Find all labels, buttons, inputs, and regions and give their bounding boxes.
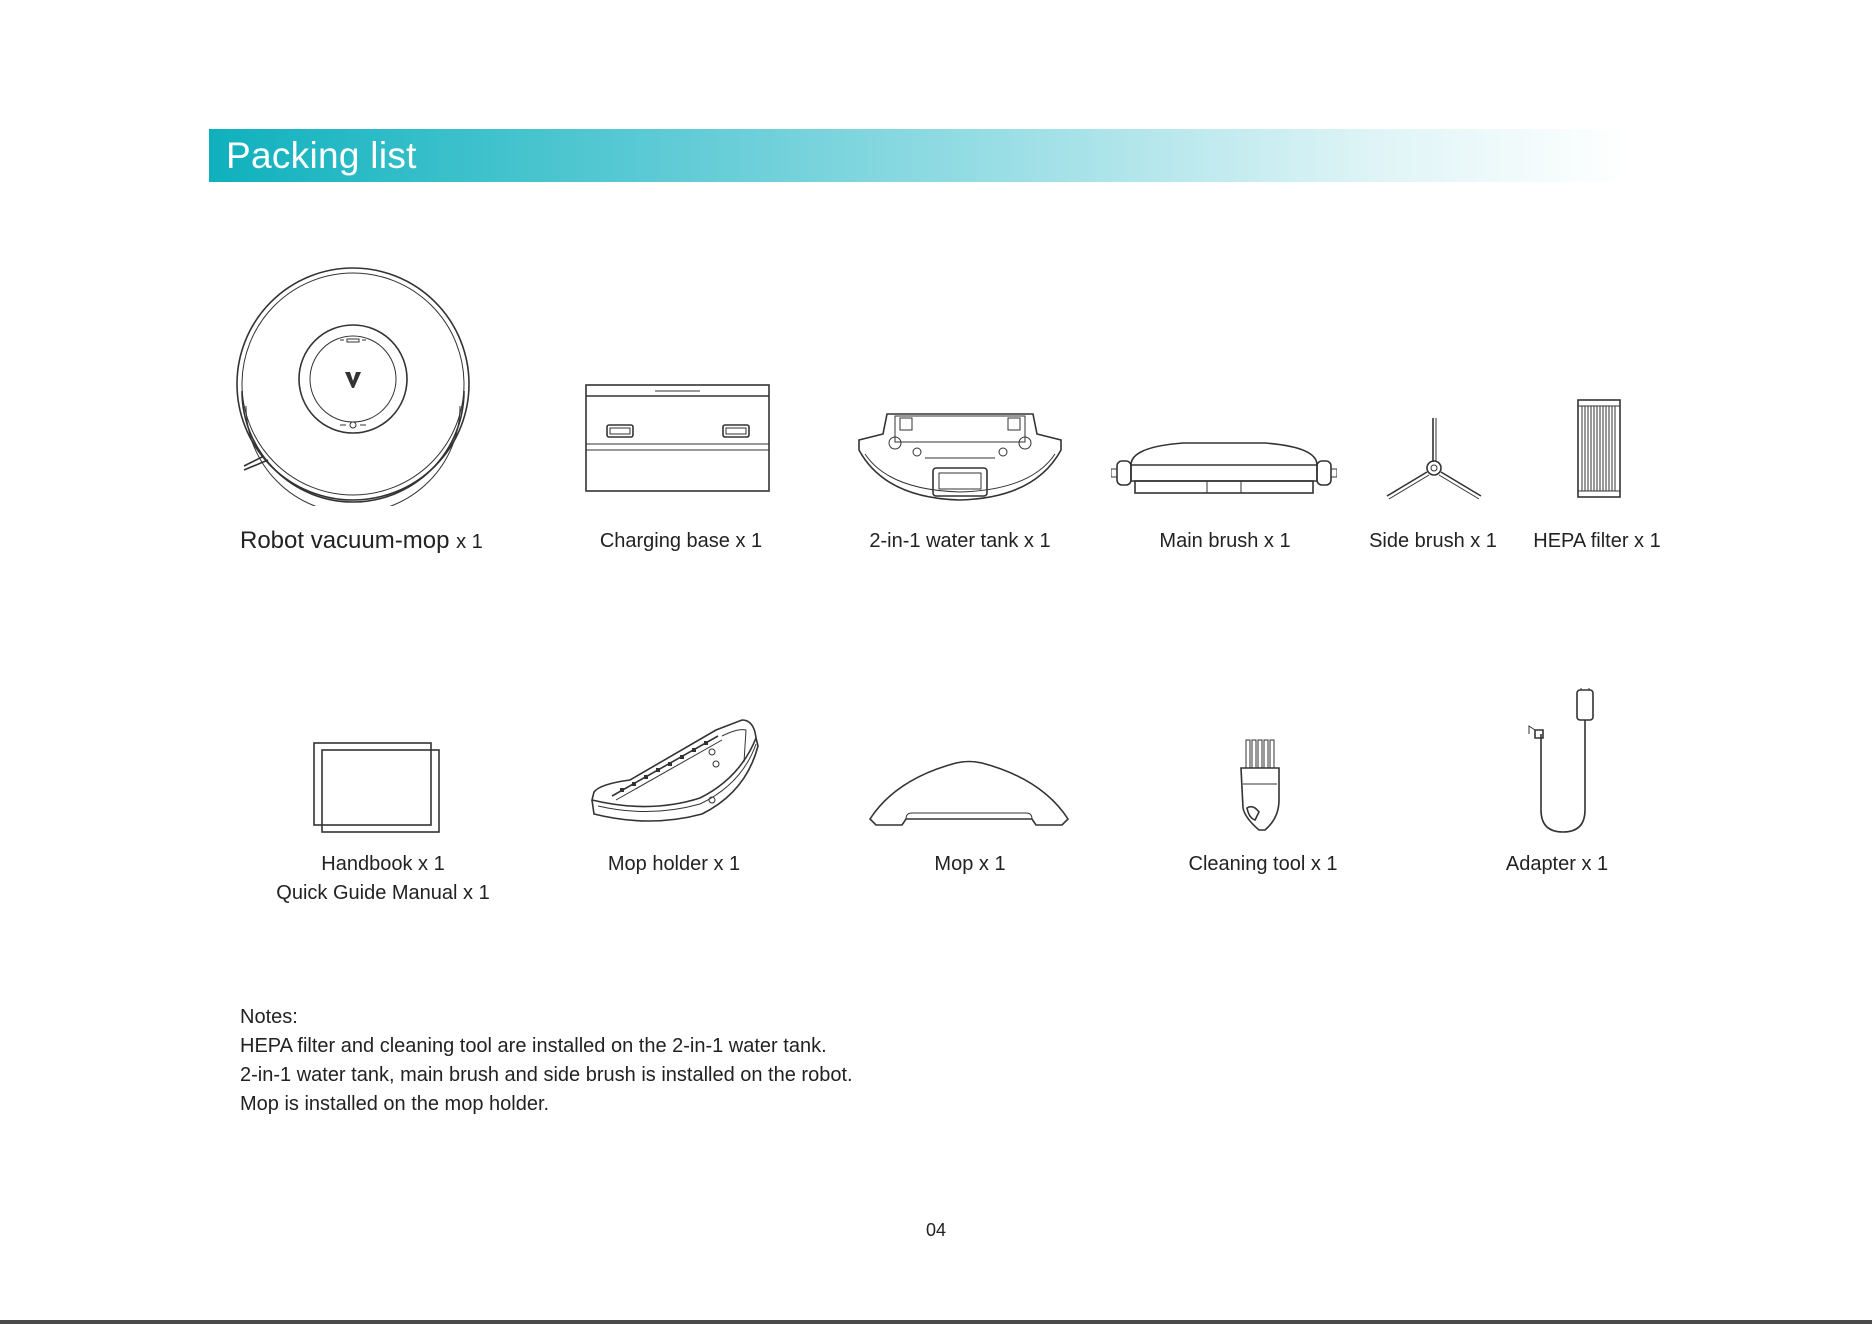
page-title: Packing list bbox=[226, 135, 417, 176]
cleaning-tool-label: Cleaning tool x 1 bbox=[1188, 853, 1338, 875]
notes-line: 2-in-1 water tank, main brush and side brush is installed on the robot. bbox=[240, 1064, 853, 1086]
mop-holder-icon bbox=[590, 718, 762, 834]
mop-holder-label: Mop holder x 1 bbox=[607, 853, 741, 875]
robot-vacuum-name: Robot vacuum-mop bbox=[240, 527, 450, 554]
charging-base-icon bbox=[585, 384, 771, 494]
cleaning-tool-icon bbox=[1237, 738, 1283, 832]
robot-vacuum-icon bbox=[234, 266, 474, 506]
section-header-bar bbox=[209, 129, 1627, 182]
notes-line: Mop is installed on the mop holder. bbox=[240, 1093, 550, 1115]
adapter-label: Adapter x 1 bbox=[1505, 853, 1609, 875]
robot-vacuum-quantity: x 1 bbox=[456, 531, 483, 553]
notes-title: Notes: bbox=[240, 1006, 298, 1028]
notes-section bbox=[240, 1003, 853, 1119]
adapter-icon bbox=[1515, 688, 1599, 836]
hepa-filter-icon bbox=[1577, 399, 1621, 499]
mop-icon bbox=[866, 759, 1072, 827]
quick-guide-label: Quick Guide Manual x 1 bbox=[276, 882, 490, 904]
hepa-filter-label: HEPA filter x 1 bbox=[1533, 530, 1661, 552]
handbook-label: Handbook x 1 bbox=[321, 853, 445, 875]
notes-line: HEPA filter and cleaning tool are installed on the 2-in-1 water tank. bbox=[240, 1035, 827, 1057]
side-brush-icon bbox=[1385, 416, 1483, 500]
water-tank-label: 2-in-1 water tank x 1 bbox=[869, 530, 1051, 552]
charging-base-label: Charging base x 1 bbox=[599, 530, 763, 552]
mop-label: Mop x 1 bbox=[934, 853, 1006, 875]
handbook-icon bbox=[313, 742, 441, 834]
bottom-divider bbox=[0, 1320, 1872, 1324]
main-brush-icon bbox=[1111, 441, 1337, 496]
water-tank-icon bbox=[855, 410, 1065, 504]
robot-vacuum-label bbox=[240, 527, 483, 555]
page-number: 04 bbox=[925, 1220, 947, 1240]
side-brush-label: Side brush x 1 bbox=[1369, 530, 1497, 552]
main-brush-label: Main brush x 1 bbox=[1159, 530, 1291, 552]
